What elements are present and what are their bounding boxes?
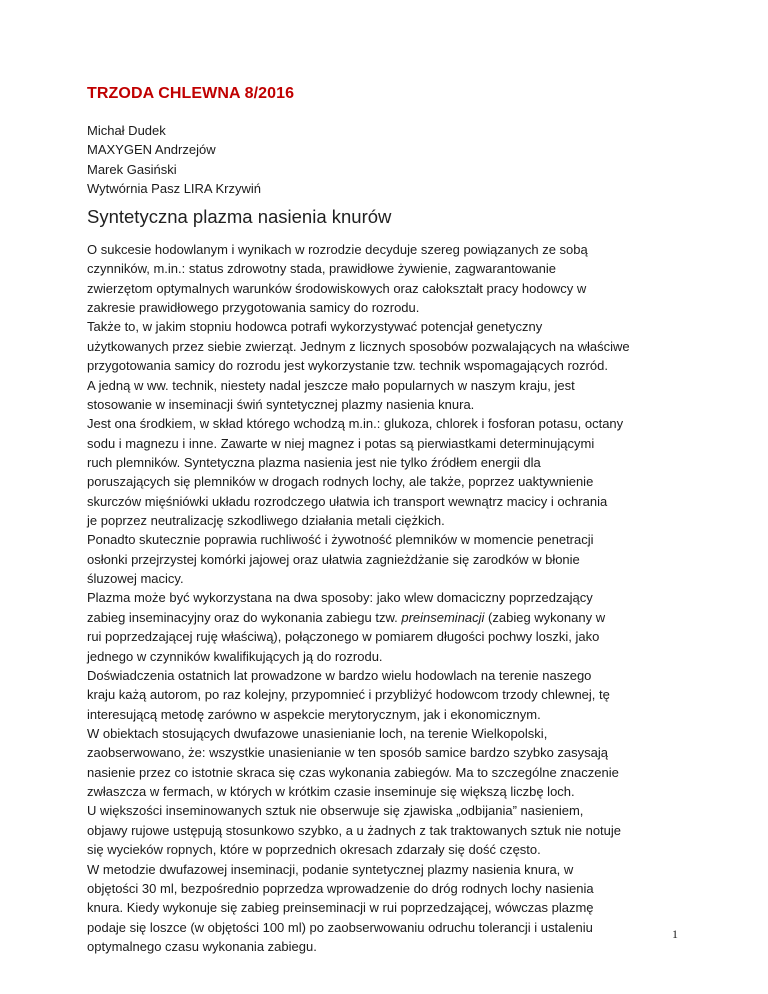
body-line: Jest ona środkiem, w skład którego wchodzą m.in.: glukoza, chlorek i fosforan potasu, octany	[87, 416, 624, 432]
body-line: użytkowanych przez siebie zwierząt. Jednym z licznych sposobów pozwalających na właściwe	[87, 338, 630, 354]
body-line: U większości inseminowanych sztuk nie obserwuje się zjawiska „odbijania” nasieniem,	[87, 803, 584, 819]
body-line: optymalnego czasu wykonania zabiegu.	[87, 938, 317, 954]
article-heading: Syntetyczna plazma nasienia knurów	[87, 206, 392, 227]
page-number: 1	[672, 927, 678, 941]
body-text: zabieg inseminacyjny oraz do wykonania zabiegu tzw.	[87, 609, 402, 625]
author-list	[87, 121, 261, 199]
body-line: W obiektach stosujących dwufazowe unasienianie loch, na terenie Wielkopolski,	[87, 725, 548, 741]
body-line: zakresie prawidłowego przygotowania samicy do rozrodu.	[87, 300, 420, 316]
document-title: TRZODA CHLEWNA 8/2016	[87, 85, 295, 102]
body-line: Plazma może być wykorzystana na dwa sposoby: jako wlew domaciczny poprzedzający	[87, 590, 593, 606]
body-line: knura. Kiedy wykonuje się zabieg preinseminacji w rui poprzedzającej, wówczas plazmę	[87, 900, 594, 916]
emphasized-term: preinseminacji	[401, 609, 485, 625]
article-body	[87, 240, 687, 956]
body-line: jednego w czynników kwalifikujących ją do rozrodu.	[87, 648, 383, 664]
body-line: zwierzętom optymalnych warunków środowiskowych oraz całokształt pracy hodowcy w	[87, 280, 587, 296]
author-line: Marek Gasiński	[87, 161, 177, 177]
body-line: stosowanie w inseminacji świń syntetycznej plazmy nasienia knura.	[87, 396, 475, 412]
body-line: czynników, m.in.: status zdrowotny stada, prawidłowe żywienie, zagwarantowanie	[87, 261, 556, 277]
body-line: W metodzie dwufazowej inseminacji, podanie syntetycznej plazmy nasienia knura, w	[87, 861, 574, 877]
body-line: Ponadto skutecznie poprawia ruchliwość i żywotność plemników w momencie penetracji	[87, 532, 594, 548]
body-line: objętości 30 ml, bezpośrednio poprzedza wprowadzenie do dróg rodnych lochy nasienia	[87, 880, 594, 896]
body-line: objawy rujowe ustępują stosunkowo szybko, a u żadnych z tak traktowanych sztuk nie notuje	[87, 822, 622, 838]
body-line: interesującą metodę zarówno w aspekcie merytorycznym, jak i ekonomicznym.	[87, 706, 541, 722]
body-line: poruszających się plemników w drogach rodnych lochy, ale także, poprzez uaktywnienie	[87, 474, 594, 490]
body-line: kraju każą autorom, po raz kolejny, przypomnieć i przybliżyć hodowcom trzody chlewnej, tę	[87, 687, 610, 703]
body-line: nasienie przez co istotnie skraca się czas wykonania zabiegów. Ma to szczególne znaczenie	[87, 764, 619, 780]
body-line: rui poprzedzającej ruję właściwą), połączonego w pomiarem długości pochwy loszki, jako	[87, 629, 600, 645]
body-line: Doświadczenia ostatnich lat prowadzone w bardzo wielu hodowlach na terenie naszego	[87, 667, 592, 683]
body-line: je poprzez neutralizację szkodliwego działania metali ciężkich.	[87, 513, 445, 529]
body-line: ruch plemników. Syntetyczna plazma nasienia jest nie tylko źródłem energii dla	[87, 454, 541, 470]
body-line: podaje się loszce (w objętości 100 ml) po zaobserwowaniu odruchu tolerancji i ustaleniu	[87, 919, 593, 935]
body-line	[87, 608, 687, 627]
body-line: sodu i magnezu i inne. Zawarte w niej magnez i potas są pierwiastkami determinującymi	[87, 435, 595, 451]
body-line: śluzowej macicy.	[87, 571, 184, 587]
author-line: Michał Dudek	[87, 123, 166, 138]
body-line: skurczów mięśniówki układu rozrodczego ułatwia ich transport wewnątrz macicy i ochrania	[87, 493, 608, 509]
body-line: zwłaszcza w fermach, w których w krótkim czasie inseminuje się większą liczbę loch.	[87, 784, 575, 800]
author-line: Wytwórnia Pasz LIRA Krzywiń	[87, 181, 261, 197]
body-line: się wycieków ropnych, które w poprzednich okresach zdarzały się dość często.	[87, 842, 541, 858]
body-line: przygotowania samicy do rozrodu jest wykorzystanie tzw. technik wspomagających rozród.	[87, 358, 608, 374]
body-line: O sukcesie hodowlanym i wynikach w rozrodzie decyduje szereg powiązanych ze sobą	[87, 242, 588, 257]
author-line: MAXYGEN Andrzejów	[87, 142, 216, 158]
body-text: (zabieg wykonany w	[484, 609, 606, 625]
body-line: osłonki przejrzystej komórki jajowej oraz ułatwia zagnieżdżanie się zarodków w błonie	[87, 551, 580, 567]
body-line: zaobserwowano, że: wszystkie unasienianie w ten sposób samice bardzo szybko zasysają	[87, 745, 608, 761]
body-line: A jedną w ww. technik, niestety nadal jeszcze mało popularnych w naszym kraju, jest	[87, 377, 575, 393]
body-line: Także to, w jakim stopniu hodowca potrafi wykorzystywać potencjał genetyczny	[87, 319, 543, 335]
